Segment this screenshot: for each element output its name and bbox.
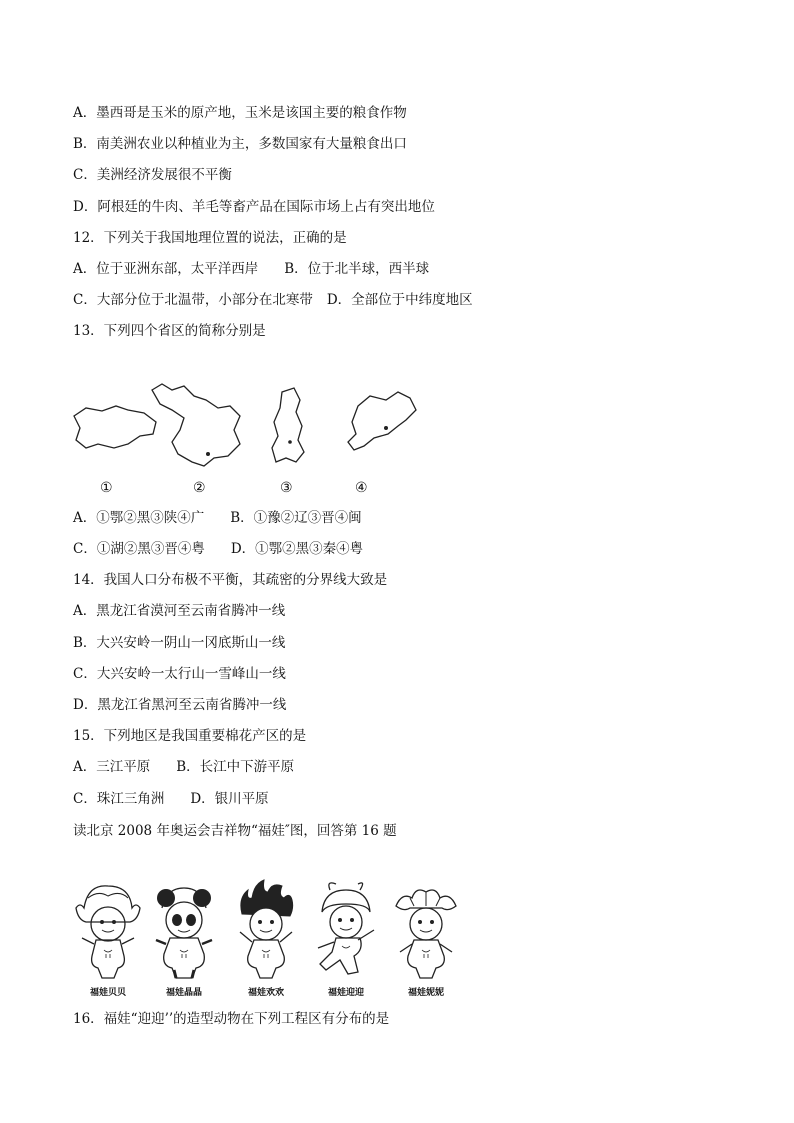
- province-map-3: [272, 388, 304, 462]
- q12-stem: 12．下列关于我国地理位置的说法，正确的是: [73, 230, 347, 246]
- q11-option-b: B．南美洲农业以种植业为主，多数国家有大量粮食出口: [73, 136, 407, 152]
- fuwa-huanhuan: [228, 878, 304, 1000]
- q14-option-a: A．黑龙江省漠河至云南省腾冲一线: [73, 603, 286, 619]
- q13-options-ab: [73, 509, 362, 527]
- q14-option-c: C．大兴安岭一太行山一雪峰山一线: [73, 666, 286, 682]
- reading-intro: 读北京 2008 年奥运会吉祥物“福娃″图，回答第 16 题: [73, 823, 397, 839]
- fuwa-beibei: [70, 878, 146, 1000]
- map-label-4: ④: [355, 480, 368, 496]
- province-outlines: [68, 378, 428, 478]
- q12-options-cd: [73, 291, 473, 309]
- q15-stem: 15．下列地区是我国重要棉花产区的是: [73, 728, 307, 744]
- q13-option-b: B．①豫②辽③晋④闽: [230, 510, 362, 526]
- q13-option-c: C．①湖②黑③晋④粤: [73, 541, 205, 557]
- q12-option-b: B．位于北半球，西半球: [284, 261, 430, 277]
- fuwa-huanhuan-drawing: [228, 878, 304, 982]
- q11-option-c: C．美洲经济发展很不平衡: [73, 167, 232, 183]
- fuwa-label-jingjing: 福娃晶晶: [165, 988, 202, 998]
- province-map-2: [152, 384, 240, 466]
- province-map-3-capital-dot: [288, 440, 292, 444]
- fuwa-label-huanhuan: 福娃欢欢: [247, 988, 284, 998]
- fuwa-nini-drawing: [388, 878, 464, 982]
- q13-options-cd: [73, 540, 363, 558]
- fuwa-jingjing: [146, 878, 222, 1000]
- q15-options-cd: [73, 790, 269, 808]
- q11-option-d: D．阿根廷的牛肉、羊毛等畜产品在国际市场上占有突出地位: [73, 199, 435, 215]
- province-map-2-capital-dot: [206, 452, 210, 456]
- q13-stem: 13．下列四个省区的简称分别是: [73, 323, 266, 339]
- province-maps-figure: [68, 378, 428, 503]
- q15-option-d: D．银川平原: [190, 791, 269, 807]
- fuwa-beibei-drawing: [70, 878, 146, 982]
- fuwa-label-nini: 福娃妮妮: [407, 988, 444, 998]
- q16-stem: 16．福娃“迎迎’’的造型动物在下列工程区有分布的是: [73, 1011, 390, 1027]
- q13-option-d: D．①鄂②黑③秦④粤: [230, 541, 364, 557]
- fuwa-label-yingying: 福娃迎迎: [327, 988, 364, 998]
- q15-options-ab: [73, 758, 294, 776]
- q12-option-c: C．大部分位于北温带，小部分在北寒带: [73, 292, 313, 308]
- q11-option-a: A．墨西哥是玉米的原产地，玉米是该国主要的粮食作物: [73, 105, 407, 121]
- q15-option-b: B．长江中下游平原: [176, 759, 295, 775]
- q13-option-a: A．①鄂②黑③陕④广: [73, 510, 205, 526]
- q14-option-d: D．黑龙江省黑河至云南省腾冲一线: [73, 697, 287, 713]
- q14-option-b: B．大兴安岭一阴山一冈底斯山一线: [73, 635, 286, 651]
- q15-option-a: A．三江平原: [73, 759, 151, 775]
- fuwa-label-beibei: 福娃贝贝: [89, 988, 126, 998]
- map-label-2: ②: [193, 480, 206, 496]
- q15-option-c: C．珠江三角洲: [73, 791, 165, 807]
- q12-option-d: D．全部位于中纬度地区: [326, 292, 473, 308]
- q14-stem: 14．我国人口分布极不平衡，其疏密的分界线大致是: [73, 572, 388, 588]
- fuwa-yingying-drawing: [308, 878, 384, 982]
- province-map-1: [74, 406, 156, 448]
- q12-option-a: A．位于亚洲东部，太平洋西岸: [73, 261, 259, 277]
- fuwa-figure: [70, 878, 460, 1000]
- map-label-1: ①: [100, 480, 113, 496]
- map-label-3: ③: [280, 480, 293, 496]
- fuwa-yingying: [308, 878, 384, 1000]
- q12-options-ab: [73, 260, 429, 278]
- fuwa-jingjing-drawing: [146, 878, 222, 982]
- province-map-4-capital-dot: [384, 426, 388, 430]
- province-map-4: [348, 392, 416, 450]
- fuwa-nini: [388, 878, 464, 1000]
